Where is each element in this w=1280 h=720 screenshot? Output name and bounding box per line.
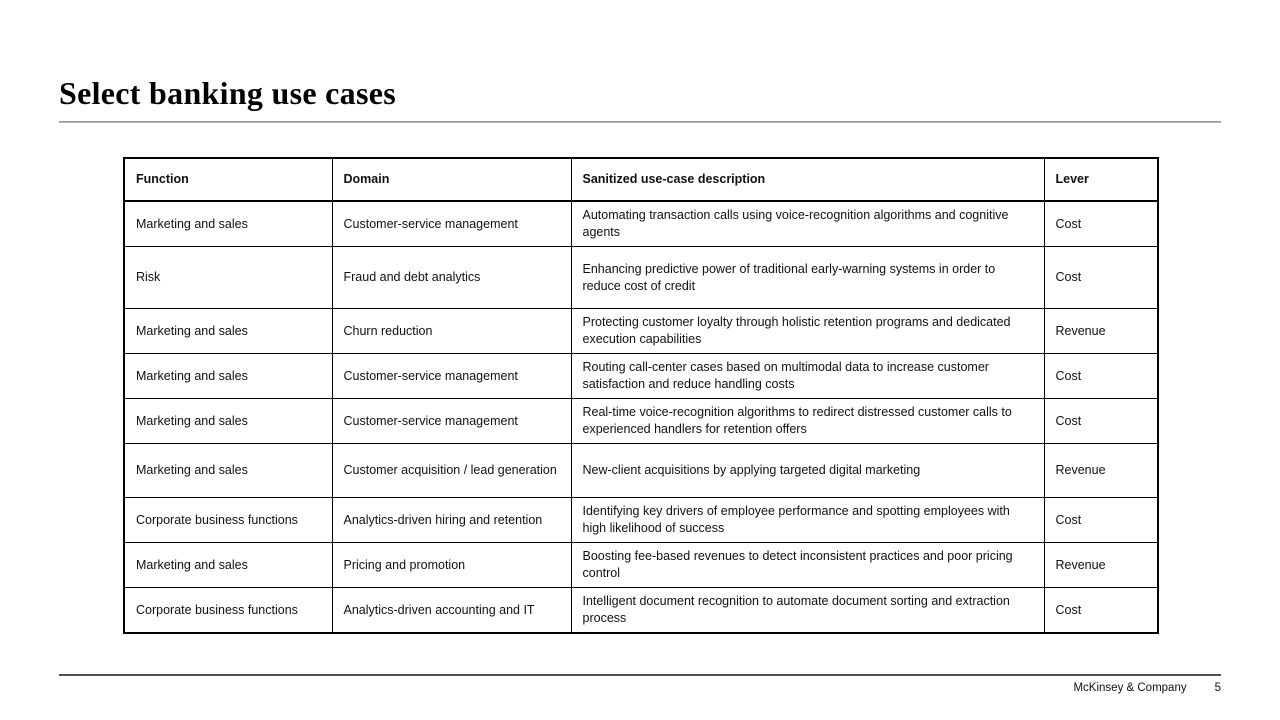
- table-row: [124, 247, 1158, 309]
- cell-description: New-client acquisitions by applying targeted digital marketing: [571, 444, 1044, 498]
- cell-description: Real-time voice-recognition algorithms to redirect distressed customer calls to experienced handlers for retention offers: [571, 399, 1044, 444]
- cell-function: Corporate business functions: [124, 588, 332, 634]
- cell-description: Intelligent document recognition to automate document sorting and extraction process: [571, 588, 1044, 634]
- cell-lever: Revenue: [1044, 543, 1158, 588]
- use-case-table: [123, 157, 1159, 634]
- cell-domain: Pricing and promotion: [332, 543, 571, 588]
- cell-lever: Revenue: [1044, 444, 1158, 498]
- cell-domain: Churn reduction: [332, 309, 571, 354]
- footer-page-number: 5: [1214, 682, 1221, 694]
- header-lever: Lever: [1044, 158, 1158, 201]
- cell-domain: Customer-service management: [332, 201, 571, 247]
- cell-function: Marketing and sales: [124, 444, 332, 498]
- cell-function: Marketing and sales: [124, 399, 332, 444]
- cell-function: Marketing and sales: [124, 201, 332, 247]
- table-row: [124, 543, 1158, 588]
- page-title: Select banking use cases: [59, 75, 396, 112]
- cell-domain: Fraud and debt analytics: [332, 247, 571, 309]
- table-row: [124, 201, 1158, 247]
- table-row: [124, 399, 1158, 444]
- cell-lever: Cost: [1044, 201, 1158, 247]
- cell-description: Identifying key drivers of employee performance and spotting employees with high likelihood of success: [571, 498, 1044, 543]
- cell-domain: Analytics-driven hiring and retention: [332, 498, 571, 543]
- cell-domain: Customer-service management: [332, 354, 571, 399]
- header-function: Function: [124, 158, 332, 201]
- cell-description: Automating transaction calls using voice-recognition algorithms and cognitive agents: [571, 201, 1044, 247]
- cell-lever: Revenue: [1044, 309, 1158, 354]
- cell-domain: Customer-service management: [332, 399, 571, 444]
- cell-function: Marketing and sales: [124, 543, 332, 588]
- cell-function: Marketing and sales: [124, 354, 332, 399]
- header-description: Sanitized use-case description: [571, 158, 1044, 201]
- cell-description: Boosting fee-based revenues to detect inconsistent practices and poor pricing control: [571, 543, 1044, 588]
- cell-lever: Cost: [1044, 498, 1158, 543]
- cell-function: Corporate business functions: [124, 498, 332, 543]
- cell-description: Routing call-center cases based on multimodal data to increase customer satisfaction and reduce handling costs: [571, 354, 1044, 399]
- cell-function: Marketing and sales: [124, 309, 332, 354]
- table-row: [124, 309, 1158, 354]
- footer: [59, 682, 1221, 694]
- table-body: [124, 201, 1158, 633]
- cell-lever: Cost: [1044, 399, 1158, 444]
- cell-domain: Analytics-driven accounting and IT: [332, 588, 571, 634]
- table-row: [124, 498, 1158, 543]
- cell-lever: Cost: [1044, 588, 1158, 634]
- footer-divider-line: [59, 674, 1221, 676]
- cell-lever: Cost: [1044, 247, 1158, 309]
- table-row: [124, 354, 1158, 399]
- cell-description: Enhancing predictive power of traditional early-warning systems in order to reduce cost of credit: [571, 247, 1044, 309]
- cell-function: Risk: [124, 247, 332, 309]
- header-domain: Domain: [332, 158, 571, 201]
- title-divider-line: [59, 121, 1221, 123]
- cell-description: Protecting customer loyalty through holistic retention programs and dedicated execution capabilities: [571, 309, 1044, 354]
- table-row: [124, 444, 1158, 498]
- table-row: [124, 588, 1158, 634]
- footer-company: McKinsey & Company: [1073, 682, 1187, 694]
- table-header-row: [124, 158, 1158, 201]
- cell-domain: Customer acquisition / lead generation: [332, 444, 571, 498]
- cell-lever: Cost: [1044, 354, 1158, 399]
